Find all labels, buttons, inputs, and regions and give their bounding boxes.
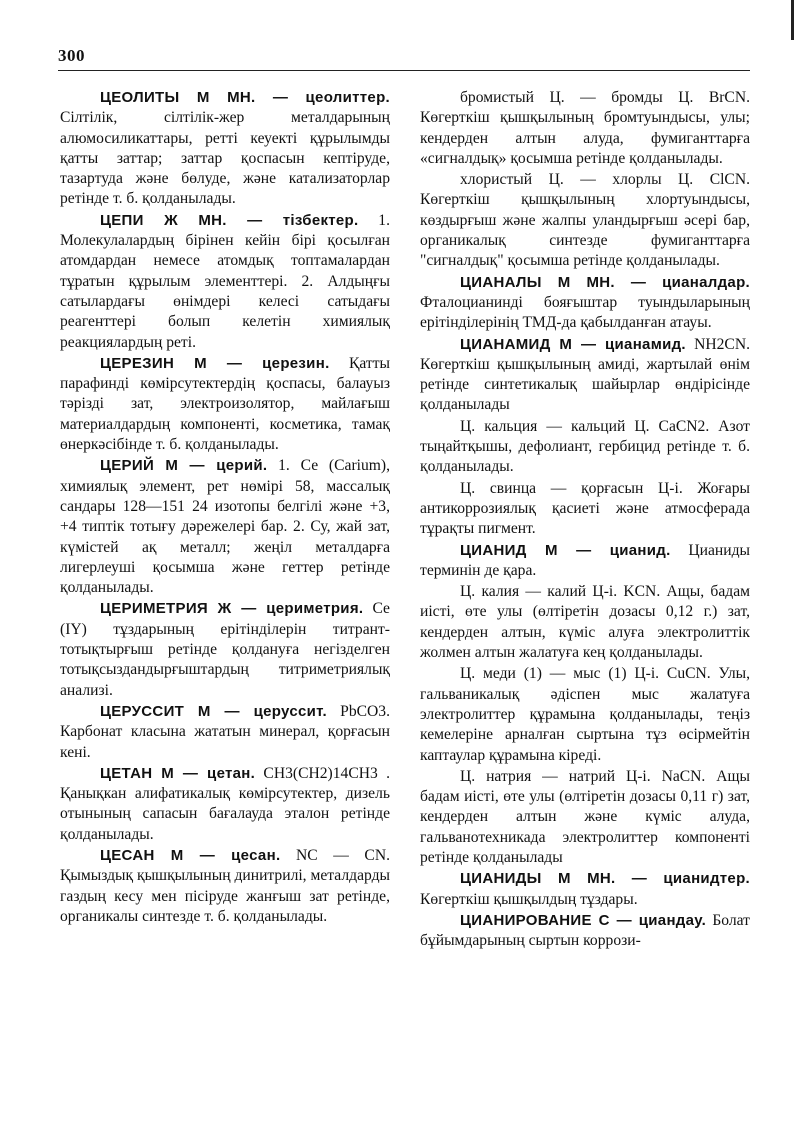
- dictionary-entry: [420, 417, 750, 478]
- dictionary-entry: [420, 170, 750, 271]
- dictionary-entry: [60, 764, 390, 845]
- dictionary-entry: [420, 582, 750, 663]
- entry-headword: ЦЕРУССИТ М — церуссит.: [100, 702, 327, 720]
- dictionary-entry: [420, 273, 750, 334]
- entry-definition: Фталоцианинді бояғыштар туындыларының ерітінділерінің ТМД-да қабылданған атауы.: [420, 293, 750, 332]
- edge-mark: [791, 0, 794, 40]
- entry-definition: Ц. натрия — натрий Ц-і. NaCN. Ащы бадам иісті, өте улы (өлтіретін дозасы 0,11 г) зат, кендерден алтын және күміс алуда, гальванотехникада электролиттер компоненті ретінде қолданылады: [420, 767, 750, 866]
- entry-definition: CH3(CH2)14CH3 . Қанықкан алифатикалық көмірсутектер, дизель отынының сапасын бағалауда эталон ретінде қолданылады.: [60, 764, 390, 843]
- entry-headword: ЦЕПИ Ж МН. — тізбектер.: [100, 211, 359, 229]
- entry-headword: ЦИАНАМИД М — цианамид.: [460, 335, 686, 353]
- entry-definition: Болат бұйымдарының сыртын коррози-: [420, 911, 750, 950]
- entry-definition: Цианиды терминін де қара.: [420, 541, 750, 579]
- entry-definition: 1. Се (Carium), химиялық элемент, рет нөмірі 58, массалық сандары 128—151 24 изотопы белгілі және +3, +4 типтік тотығу дәрежелері бар. 2. Су, жай зат, күмістей ақ металл; жеңіл металдарға лигерлеуші қосымша және геттер ретінде қолданылады.: [60, 457, 390, 597]
- page-number: 300: [58, 46, 85, 65]
- entry-definition: Қатты парафинді көмірсутектердің қоспасы, балауыз тәрізді зат, электроизолятор, майлағыш материалдардың компоненті, косметика, тамақ өнеркәсібінде т. б. қолданылады.: [60, 354, 390, 454]
- entry-headword: ЦЕСАН М — цесан.: [100, 846, 281, 864]
- dictionary-entry: [420, 335, 750, 416]
- entry-headword: ЦЕРИМЕТРИЯ Ж — цериметрия.: [100, 600, 364, 618]
- entry-definition: Ц. свинца — қорғасын Ц-і. Жоғары антикоррозиялық қасиеті және атмосферада тұрақты пигмент.: [420, 479, 750, 538]
- entry-definition: NH2CN. Көгерткіш қышқылының амиді, жартылай өнім ретінде синтетикалық шайырлар өндірісінде қолданылады: [420, 335, 750, 414]
- entry-definition: хлористый Ц. — хлорлы Ц. ClCN. Көгерткіш қышқылының хлортуындысы, көздырғыш және жалпы уландырғыш әсері бар, органикалық синтезде фумиганттарға "сигналдық" қосымша ретінде қолданылады.: [420, 171, 750, 270]
- dictionary-entry: [60, 456, 390, 598]
- entry-definition: 1. Молекулалардың бірінен кейін бірі қосылған атомдардан немесе атомдық топтамалардан тұратын құрылым элементтері. 2. Алдыңғы сатылардағы өнімдері келесі сатыдағы реагенттері болып келетін химиялық реакциялардың реті.: [60, 211, 390, 351]
- dictionary-entry: [60, 702, 390, 763]
- entry-definition: NC — CN. Қымыздық қышқылының динитрилі, металдарды газдың кесу мен пісіруде жанғыш зат ретінде, органикалы синтезде т. б. қолданылады.: [60, 846, 390, 925]
- dictionary-entry: [60, 846, 390, 927]
- entry-definition: PbCO3. Карбонат класына жататын минерал, қорғасын кені.: [60, 702, 391, 761]
- entry-headword: ЦИАНИРОВАНИЕ С — циандау.: [460, 911, 707, 929]
- dictionary-entry: [420, 541, 750, 582]
- dictionary-entry: [60, 88, 390, 210]
- entry-headword: ЦЕОЛИТЫ М МН. — цеолиттер.: [100, 89, 390, 106]
- dictionary-entry: [60, 599, 390, 700]
- entry-headword: ЦЕРЕЗИН М — церезин.: [100, 354, 330, 372]
- entry-definition: Ц. калия — калий Ц-і. KCN. Ащы, бадам иісті, өте улы (өлтіретін дозасы 0,12 г.) зат, кендерден алтын, күміс алуға электролиттік жолмен алтын жалатуға кең қолданылады.: [420, 583, 750, 662]
- entry-definition: Ц. кальция — кальций Ц. CaCN2. Азот тыңайтқышы, дефолиант, гербицид ретінде т. б. қолданылады.: [420, 417, 750, 476]
- entry-definition: Көгерткіш қышқылдың тұздары.: [420, 890, 638, 908]
- dictionary-entry: [60, 354, 390, 455]
- dictionary-entry: [420, 88, 750, 169]
- entry-headword: ЦЕРИЙ М — церий.: [100, 457, 268, 475]
- dictionary-entry: [60, 211, 390, 353]
- dictionary-entry: [420, 664, 750, 765]
- dictionary-entry: [420, 479, 750, 540]
- entry-definition: Ц. меди (1) — мыс (1) Ц-і. CuCN. Улы, гальваникалық әдіспен мыс жалатуға электролиттер құрамына қолданылады, теңіз кемелеріне арналған сыртына тұз өсірмейтін каптаулар құрамына кіреді.: [420, 665, 750, 764]
- entry-definition: Се (IY) тұздарының ерітінділерін титрант-тотықтырғыш ретінде қолдануға негізделген тотықсыздандырғыштардың титриметриялық анализі.: [60, 600, 390, 699]
- right-column: [420, 88, 750, 951]
- entry-headword: ЦИАНИД М — цианид.: [460, 541, 671, 559]
- dictionary-entry: [420, 869, 750, 910]
- entry-headword: ЦИАНИДЫ М МН. — цианидтер.: [460, 870, 750, 888]
- entry-definition: Сілтілік, сілтілік-жер металдарының алюмосиликаттары, ретті кеуекті құрылымды қатты заттар; заттар қоспасын кептіруде, тазартуда және бөлуде, және катализаторлар ретінде т. б. қолданылады.: [60, 109, 390, 208]
- entry-headword: ЦИАНАЛЫ М МН. — цианалдар.: [460, 273, 750, 291]
- header-rule: [58, 70, 750, 71]
- left-column: [60, 88, 390, 927]
- entry-headword: ЦЕТАН М — цетан.: [100, 764, 256, 782]
- dictionary-entry: [420, 911, 750, 952]
- dictionary-entry: [420, 767, 750, 868]
- entry-definition: бромистый Ц. — бромды Ц. BrCN. Көгерткіш қышқылының бромтуындысы, улы; кендерден алтын алуда, фумиганттарға «сигналдық» қосымша ретінде қолданылады.: [420, 89, 750, 167]
